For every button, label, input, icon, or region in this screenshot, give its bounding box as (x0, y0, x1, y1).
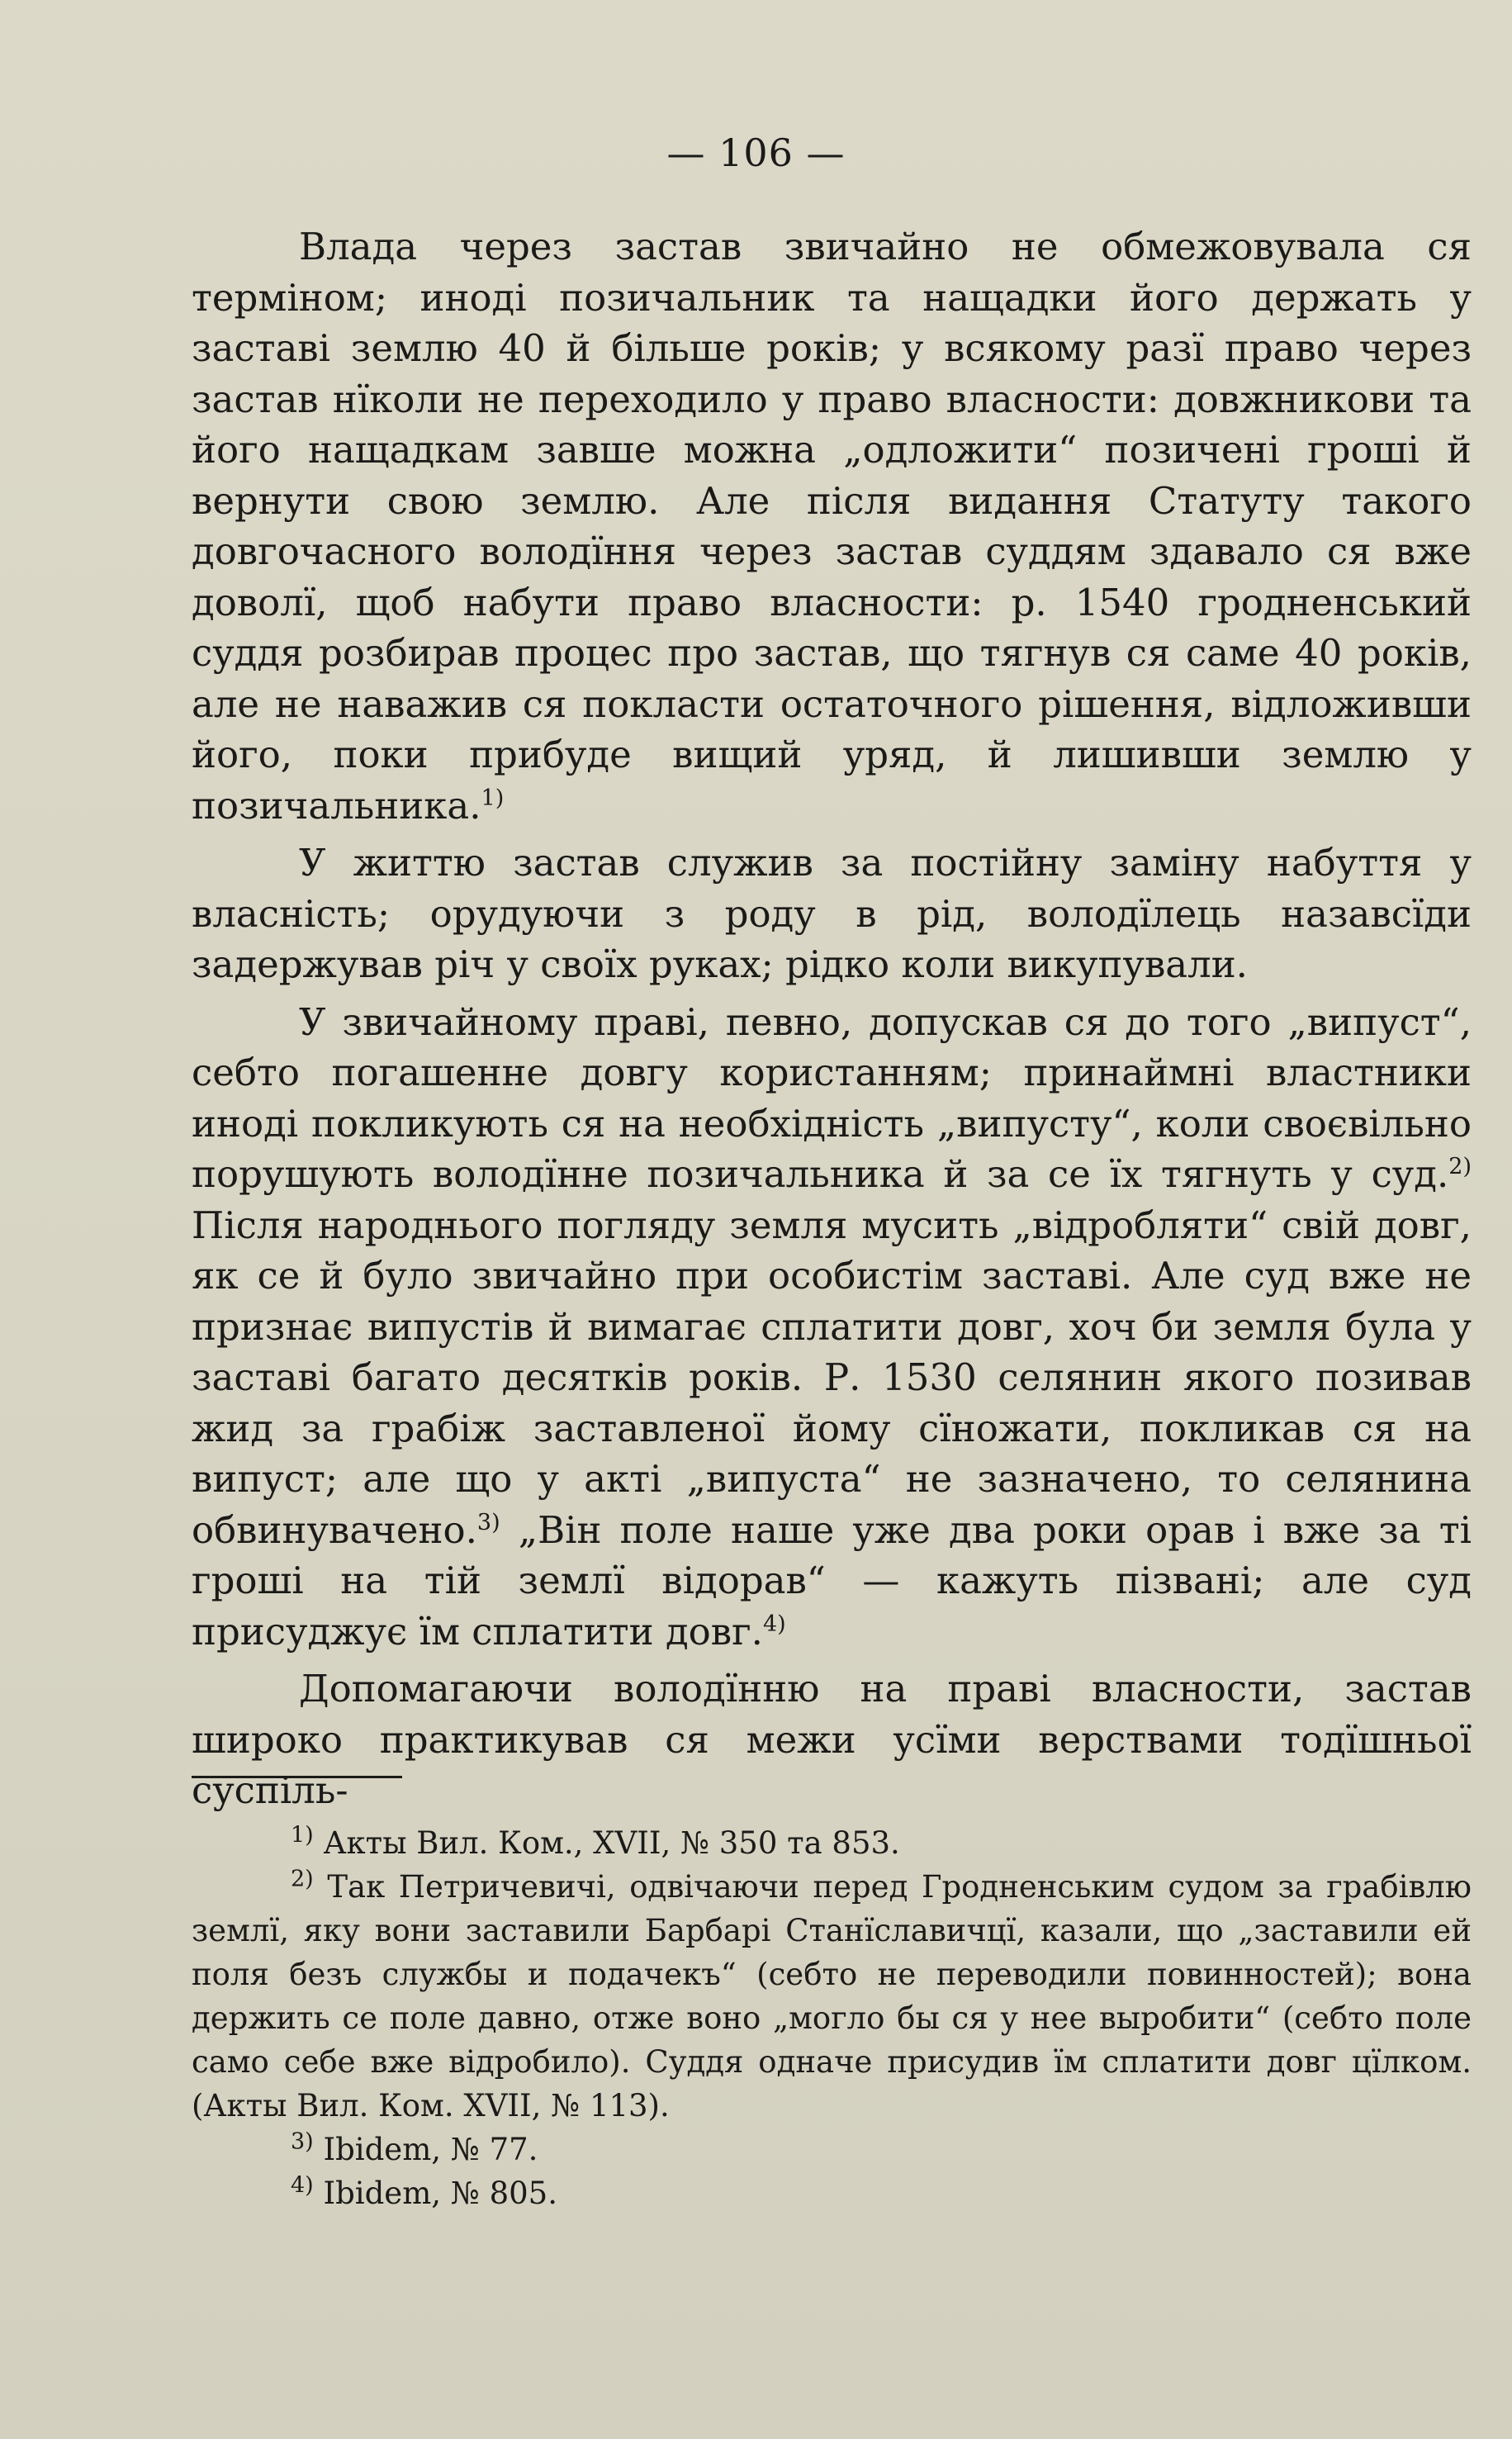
footnote (192, 2128, 1472, 2171)
footnote-marker: 1) (291, 1822, 314, 1848)
paragraph (192, 221, 1472, 831)
footnote (192, 1865, 1472, 2128)
footnote-text: Ibidem, № 77. (323, 2132, 538, 2167)
footnote (192, 2171, 1472, 2215)
footnote-ref: 4) (762, 1611, 786, 1637)
footnote-marker: 4) (291, 2172, 314, 2199)
paragraph-text: „Він поле наше уже два роки орав і вже за ті гроші на тій землї відорав“ — кажуть пізвані; але суд присуджує їм сплатити довг. (192, 1507, 1472, 1654)
paragraph (192, 838, 1472, 990)
footnote-ref: 1) (481, 785, 505, 811)
footnote-divider (192, 1776, 402, 1778)
paragraph (192, 1663, 1472, 1816)
footnote-text: Ibidem, № 805. (323, 2176, 557, 2211)
footnote-ref: 2) (1448, 1154, 1472, 1179)
main-text (192, 221, 1472, 1816)
paragraph-text: Допомагаючи володїнню на праві власности, застав широко практикував ся межи усїми верствами тодїшньої суспіль- (192, 1667, 1472, 1812)
footnote-marker: 2) (291, 1866, 314, 1892)
paragraph-text: Після народнього погляду земля мусить „відробляти“ свій довг, як се й було звичайно при особистім заставі. Але суд вже не признає випустів й вимагає сплатити довг, хоч би земля була у заставі багато десятків років. Р. 1530 селянин якого позивав жид за грабіж заставленої йому сїножати, покликав ся на випуст; але що у акті „випуста“ не зазначено, то селянина обвинувачено. (192, 1203, 1472, 1552)
footnote-text: Так Петричевичі, одвічаючи перед Гродненським судом за грабівлю землї, яку вони заставили Барбарі Станїславичцї, казали, що „заставили ей поля безъ службы и подачекъ“ (себто не переводили повинностей); вона держить се поле давно, отже воно „могло бы ся у нее выробити“ (себто поле само себе вже відробило). Суддя одначе присудив їм сплатити довг цїлком. (Акты Вил. Ком. XVII, № 113). (192, 1869, 1472, 2123)
page-number: — 106 — (666, 130, 846, 175)
paragraph-text: Влада через застав звичайно не обмежовувала ся терміном; иноді позичальник та нащадки його держать у заставі землю 40 й більше років; у всякому разї право через застав нїколи не переходило у право власности: довжникови та його нащадкам завше можна „одложити“ позичені гроші й вернути свою землю. Але після видання Статуту такого довгочасного володїння через застав суддям здавало ся вже доволї, щоб набути право власности: р. 1540 гродненський суддя розбирав процес про застав, що тягнув ся саме 40 років, але не наважив ся покласти остаточного рішення, відложивши його, поки прибуде вищий уряд, й лишивши землю у позичальника. (192, 225, 1472, 828)
footnotes (192, 1821, 1472, 2215)
footnote-marker: 3) (291, 2128, 314, 2155)
footnote-text: Акты Вил. Ком., XVII, № 350 та 853. (323, 1825, 900, 1861)
paragraph-text: У звичайному праві, певно, допускав ся до того „випуст“, себто погашенне довгу користанням; принаймні властники иноді покликують ся на необхідність „випусту“, коли своєвільно порушують володїнне позичальника й за се їх тягнуть у суд. (192, 999, 1472, 1196)
paragraph-text: У життю застав служив за постійну заміну набуття у власність; орудуючи з роду в рід, володїлець назавсїди задержував річ у своїх руках; рідко коли викупували. (192, 841, 1472, 986)
footnote-ref: 3) (476, 1509, 500, 1535)
paragraph (192, 997, 1472, 1658)
footnote (192, 1821, 1472, 1865)
